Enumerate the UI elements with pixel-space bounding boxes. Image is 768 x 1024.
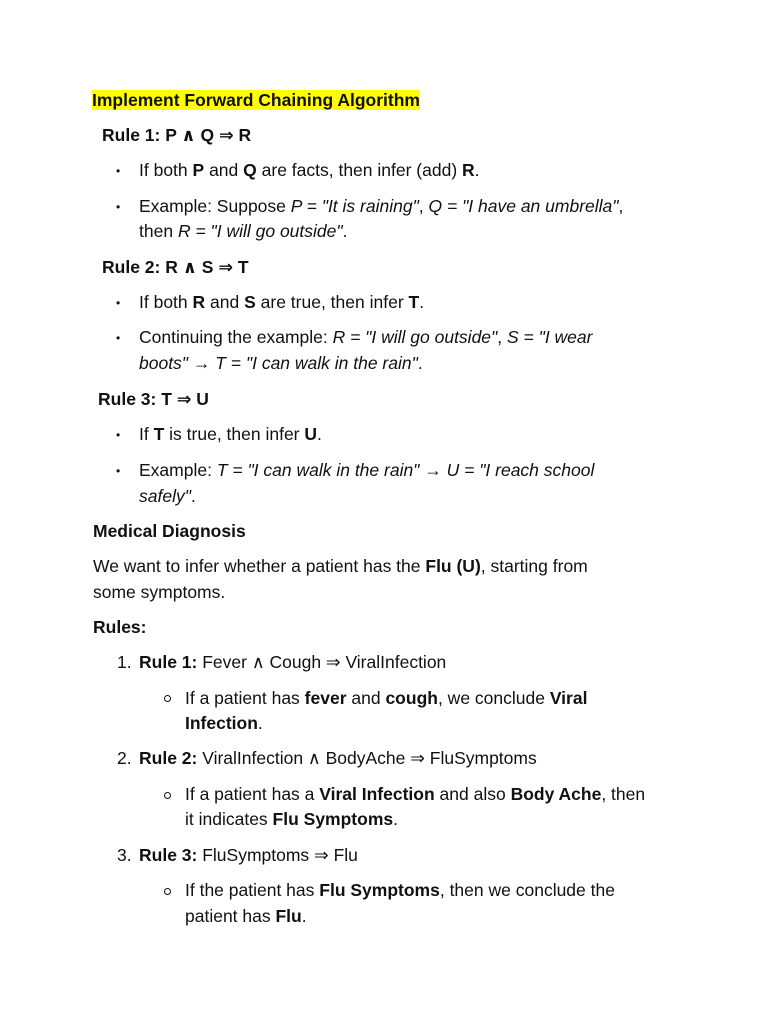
medical-rule-2-sub-line-2: it indicates Flu Symptoms. [185,809,398,829]
bullet-icon: • [116,200,121,214]
rule-3-heading: Rule 3: T ⇒ U [98,389,209,409]
bullet-icon: • [116,428,121,442]
rule-1-bullet-2-line-2: then R = "I will go outside". [139,221,348,241]
circle-bullet-icon [164,888,171,895]
circle-bullet-icon [164,792,171,799]
rules-label: Rules: [93,617,147,637]
medical-intro-line-1: We want to infer whether a patient has the Flu (U), starting from [93,556,588,576]
rule-1-bullet-2-line-1: Example: Suppose P = "It is raining", Q = "I have an umbrella", [139,196,624,216]
medical-rule-2: Rule 2: ViralInfection ∧ BodyAche ⇒ FluSymptoms [139,748,537,768]
rule-2-heading: Rule 2: R ∧ S ⇒ T [102,257,249,277]
rule-1-bullet-1: If both P and Q are facts, then infer (add) R. [139,160,480,180]
rule-3-bullet-1: If T is true, then infer U. [139,424,322,444]
medical-intro-line-2: some symptoms. [93,582,226,602]
rule-1-heading: Rule 1: P ∧ Q ⇒ R [102,125,252,145]
rule-2-bullet-2-line-1: Continuing the example: R = "I will go outside", S = "I wear [139,327,593,347]
rule-2-bullet-2-line-2: boots" → T = "I can walk in the rain". [139,353,423,373]
list-number: 2. [117,748,132,768]
bullet-icon: • [116,464,121,478]
medical-rule-2-sub-line-1: If a patient has a Viral Infection and also Body Ache, then [185,784,646,804]
rule-3-bullet-2-line-2: safely". [139,486,196,506]
rule-2-bullet-1: If both R and S are true, then infer T. [139,292,425,312]
medical-rule-1-sub-line-2: Infection. [185,713,263,733]
medical-rule-3-sub-line-2: patient has Flu. [185,906,307,926]
medical-heading: Medical Diagnosis [93,521,246,541]
list-number: 1. [117,652,132,672]
bullet-icon: • [116,164,121,178]
rule-3-bullet-2-line-1: Example: T = "I can walk in the rain" → U = "I reach school [139,460,595,480]
bullet-icon: • [116,296,121,310]
medical-rule-1-sub-line-1: If a patient has fever and cough, we conclude Viral [185,688,588,708]
medical-rule-1: Rule 1: Fever ∧ Cough ⇒ ViralInfection [139,652,447,672]
list-number: 3. [117,845,132,865]
medical-rule-3-sub-line-1: If the patient has Flu Symptoms, then we conclude the [185,880,615,900]
medical-rule-3: Rule 3: FluSymptoms ⇒ Flu [139,845,358,865]
circle-bullet-icon [164,695,171,702]
page-title: Implement Forward Chaining Algorithm [92,90,420,110]
bullet-icon: • [116,331,121,345]
